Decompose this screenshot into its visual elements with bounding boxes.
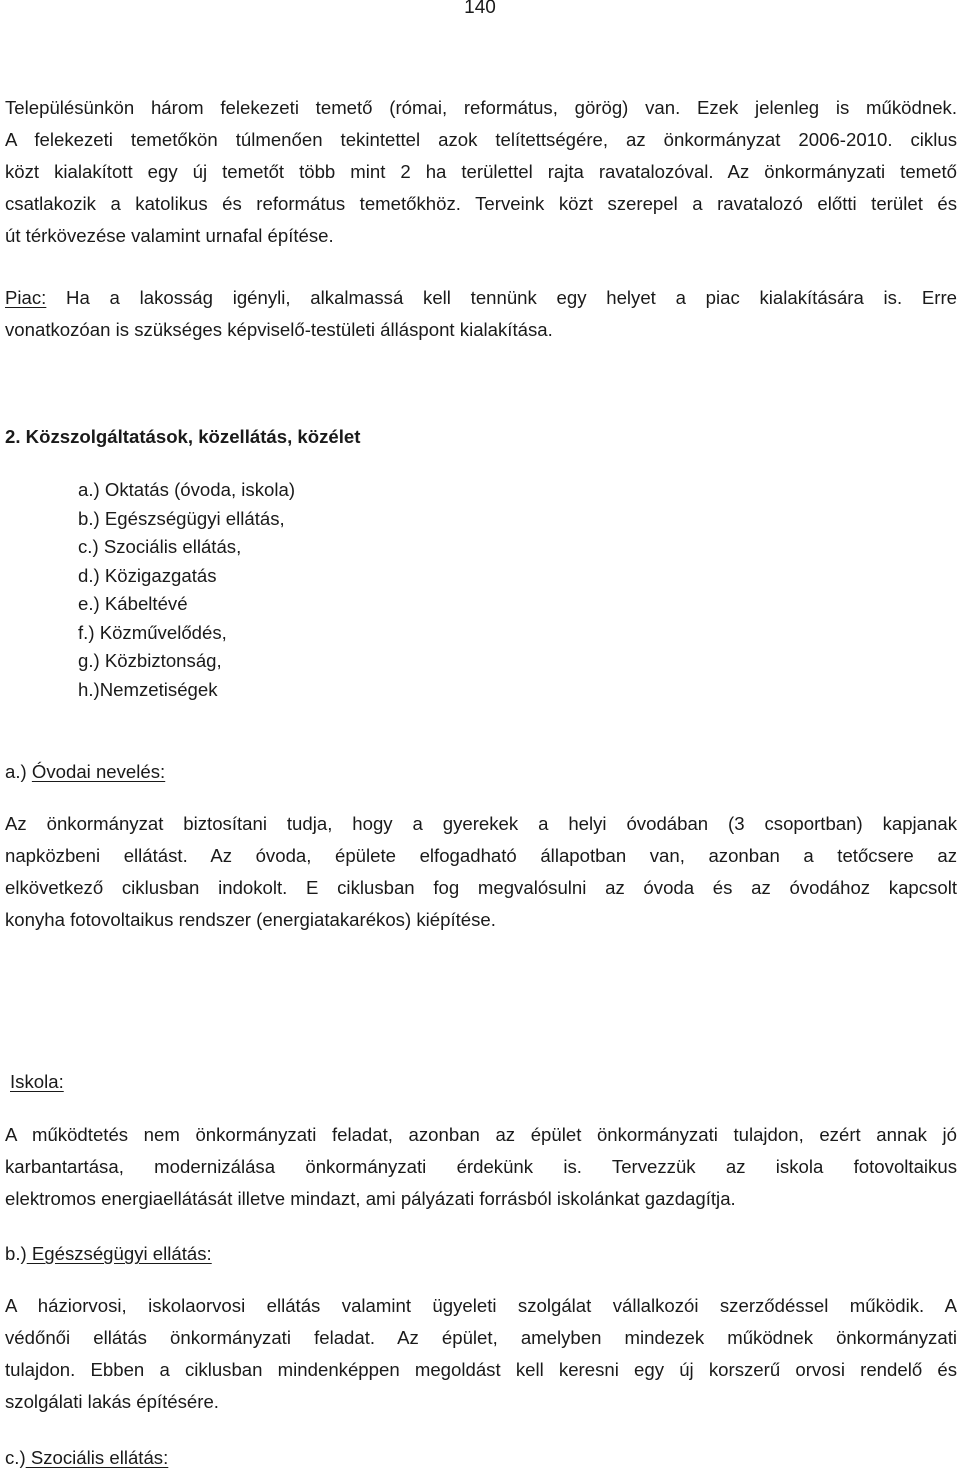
social-prefix: c.): [5, 1447, 26, 1468]
text-line: védőnői ellátás önkormányzati feladat. Az épület, amelyben mindezek működnek önkormányzati: [5, 1327, 957, 1348]
health-title: Egészségügyi ellátás:: [26, 1243, 212, 1264]
text-line: elektromos energiaellátását illetve mindazt, ami pályázati forrásból iskolánkat gazdagítja.: [5, 1188, 736, 1209]
market-text: Ha a lakosság igényli, alkalmassá kell tennünk egy helyet a piac kialakítására is. Erre: [46, 287, 957, 308]
school-heading: [10, 1066, 960, 1098]
text-line: csatlakozik a katolikus és református temetőkhöz. Terveink közt szerepel a ravatalozó előtti terület és: [5, 193, 957, 214]
kindergarten-heading: [5, 756, 957, 788]
list-item: c.) Szociális ellátás,: [78, 536, 242, 557]
section-heading: [5, 421, 957, 453]
social-title: Szociális ellátás:: [25, 1447, 169, 1468]
list-item: a.) Oktatás (óvoda, iskola): [78, 479, 296, 500]
cemetery-paragraph: [5, 92, 957, 252]
market-label: Piac:: [5, 287, 47, 308]
social-heading: [5, 1442, 957, 1474]
text-line: napközbeni ellátást. Az óvoda, épülete elfogadható állapotban van, azonban a tetőcsere az: [5, 845, 957, 866]
text-line: karbantartása, modernizálása önkormányzati érdekünk is. Tervezzük az iskola fotovoltaikus: [5, 1156, 957, 1177]
text-line: elkövetkező ciklusban indokolt. E ciklusban fog megvalósulni az óvoda és az óvodához kapcsolt: [5, 877, 957, 898]
text-line: vonatkozóan is szükséges képviselő-testületi álláspont kialakítása.: [5, 319, 553, 340]
text-line: tulajdon. Ebben a ciklusban mindenképpen megoldást kell keresni egy új korszerű orvosi rendelő és: [5, 1359, 957, 1380]
school-paragraph: [5, 1119, 957, 1215]
text-line: Településünkön három felekezeti temető (római, református, görög) van. Ezek jelenleg is működnek.: [5, 97, 957, 118]
section-list: [78, 476, 295, 704]
page-number: 140: [464, 0, 496, 18]
school-title: Iskola:: [10, 1071, 64, 1092]
kindergarten-prefix: a.): [5, 761, 32, 782]
text-line: közt kialakított egy új temetőt több mint 2 ha területtel rajta ravatalozóval. Az önkormányzati temető: [5, 161, 957, 182]
kindergarten-paragraph: [5, 808, 957, 936]
text-line: szolgálati lakás építésére.: [5, 1391, 219, 1412]
text-line: A működtetés nem önkormányzati feladat, azonban az épület önkormányzati tulajdon, ezért annak jó: [5, 1124, 957, 1145]
list-item: e.) Kábeltévé: [78, 593, 188, 614]
list-item: b.) Egészségügyi ellátás,: [78, 507, 285, 529]
list-item: g.) Közbiztonság,: [78, 650, 222, 671]
text-line: [5, 282, 957, 314]
list-item: f.) Közművelődés,: [78, 621, 227, 643]
health-paragraph: [5, 1290, 957, 1418]
text-line: Az önkormányzat biztosítani tudja, hogy a gyerekek a helyi óvodában (3 csoportban) kapjanak: [5, 813, 957, 834]
list-item: h.)Nemzetiségek: [78, 678, 218, 700]
text-line: A felekezeti temetőkön túlmenően tekintettel azok telítettségére, az önkormányzat 2006-2010. ciklus: [5, 129, 957, 150]
health-prefix: b.): [5, 1243, 27, 1264]
text-line: A háziorvosi, iskolaorvosi ellátás valamint ügyeleti szolgálat vállalkozói szerződéssel működik. A: [5, 1295, 957, 1316]
text-line: út térkövezése valamint urnafal építése.: [5, 225, 334, 246]
health-heading: [5, 1238, 957, 1270]
list-item: d.) Közigazgatás: [78, 564, 217, 586]
market-paragraph: [5, 282, 957, 346]
section-heading-text: 2. Közszolgáltatások, közellátás, közélet: [5, 426, 361, 447]
kindergarten-title: Óvodai nevelés:: [31, 761, 166, 782]
text-line: konyha fotovoltaikus rendszer (energiatakarékos) kiépítése.: [5, 909, 496, 930]
